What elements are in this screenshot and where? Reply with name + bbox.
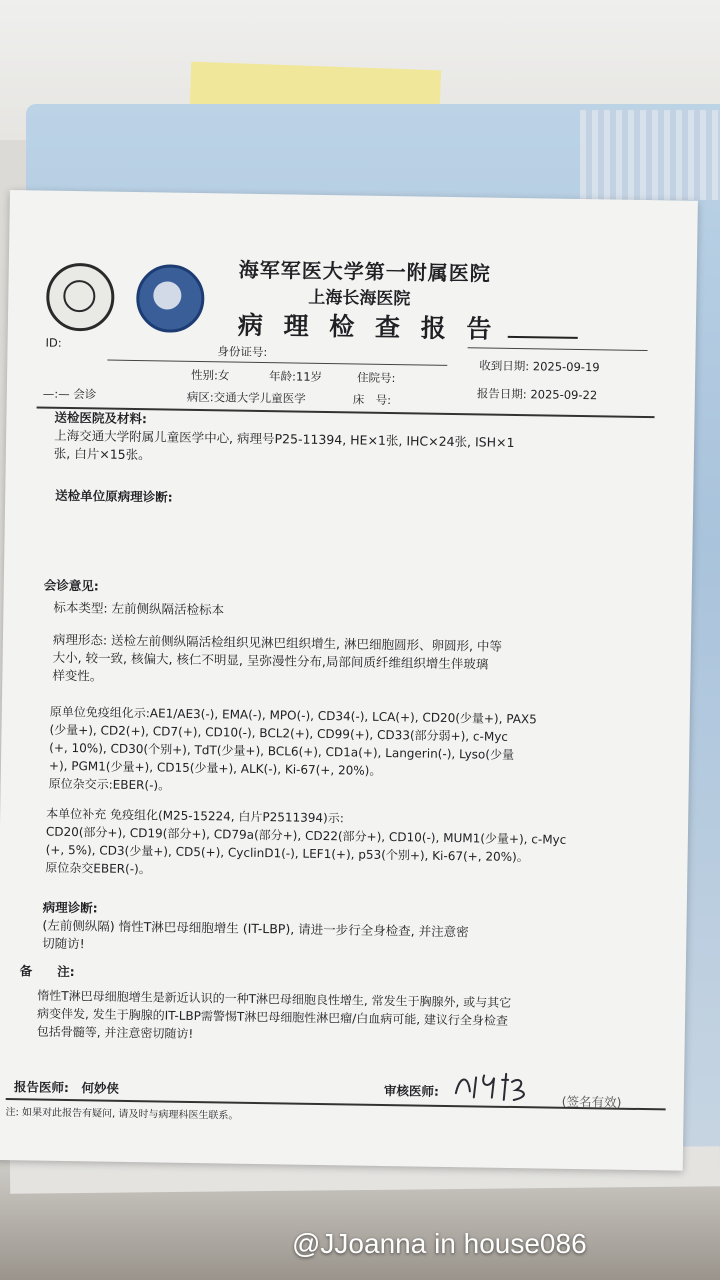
footer-note: 注: 如果对此报告有疑问, 请及时与病理科医生联系。 <box>5 1107 239 1122</box>
ihc-orig-line: (+, 10%), CD30(个别+), TdT(少量+), BCL6(+), CD1a(+), Langerin(-), Lyso(少量 <box>49 740 515 762</box>
gender-field: 性别:女 <box>191 367 230 383</box>
remark-line: 包括骨髓等, 并注意密切随访! <box>36 1024 194 1041</box>
orig-diag-label: 送检单位原病理诊断: <box>55 487 173 505</box>
watermark: @JJoanna in house086 <box>292 1228 587 1259</box>
remark-line: 病变伴发, 发生于胸腺的IT-LBP需警惕T淋巴母细胞性淋巴瘤/白血病可能, 建议行全身检查 <box>36 1006 509 1028</box>
reviewer-signature <box>450 1067 551 1105</box>
remark-line: 惰性T淋巴母细胞增生是新近认识的一种T淋巴母细胞良性增生, 常发生于胸腺外, 或与其它 <box>37 988 512 1010</box>
received-date: 收到日期: 2025-09-19 <box>479 358 600 375</box>
morph-line: 样变性。 <box>52 667 103 684</box>
hospital-seal-icon <box>136 264 205 333</box>
university-seal-icon <box>46 263 115 332</box>
submit-line: 张, 白片×15张。 <box>53 445 151 463</box>
reviewer-label: 审核医师: <box>383 1082 440 1099</box>
divider <box>468 347 648 351</box>
morph-line: 大小, 较一致, 核偏大, 核仁不明显, 呈弥漫性分布,局部间质纤维组织增生伴玻璃 <box>52 649 489 672</box>
ihc-orig-line: (少量+), CD2(+), CD7(+), CD10(-), BCL2(+), CD99(+), CD33(部分弱+), c-Myc <box>49 722 509 744</box>
hospital-name: 海军军医大学第一附属医院 <box>238 257 491 286</box>
report-doctor: 报告医师: 何妙侠 <box>13 1079 120 1096</box>
inpatient-no-label: 住院号: <box>356 370 396 386</box>
folder-pattern <box>580 110 720 200</box>
specimen-type: 标本类型: 左前侧纵隔活检标本 <box>53 599 225 618</box>
ihc-orig-line: 原位杂交示:EBER(-)。 <box>48 776 171 793</box>
dept-fragment: —:— 会诊 <box>42 386 97 402</box>
id-card-label: 身份证号: <box>217 344 268 360</box>
pathology-report-paper <box>0 190 698 1171</box>
remark-label: 备 注: <box>19 963 75 980</box>
bed-label: 床 号: <box>352 392 392 408</box>
id-label: ID: <box>45 335 62 350</box>
divider <box>107 360 447 366</box>
ward-field: 病区:交通大学儿童医学 <box>186 389 306 406</box>
hospital-alt-name: 上海长海医院 <box>308 287 411 310</box>
diagnosis-line: 切随访! <box>42 935 85 952</box>
diagnosis-label: 病理诊断: <box>42 899 98 916</box>
submit-line: 上海交通大学附属儿童医学中心, 病理号P25-11394, HE×1张, IHC×24张, ISH×1 <box>54 427 515 450</box>
submit-label: 送检医院及材料: <box>54 409 148 427</box>
ihc-add-line: CD20(部分+), CD19(部分+), CD79a(部分+), CD22(部分+), CD10(-), MUM1(少量+), c-Myc <box>45 824 567 847</box>
ihc-add-line: 原位杂交EBER(-)。 <box>45 860 151 877</box>
ihc-add-line: (+, 5%), CD3(少量+), CD5(+), CyclinD1(-), LEF1(+), p53(个别+), Ki-67(+, 20%)。 <box>45 842 529 865</box>
report-date: 报告日期: 2025-09-22 <box>476 386 598 403</box>
diagnosis-line: (左前侧纵隔) 惰性T淋巴母细胞增生 (IT-LBP), 请进一步行全身检查, 并注意密 <box>42 917 469 940</box>
age-field: 年龄:11岁 <box>268 369 323 384</box>
morph-line: 病理形态: 送检左前侧纵隔活检组织见淋巴组织增生, 淋巴细胞圆形、卵圆形, 中等 <box>52 631 503 654</box>
ihc-orig-line: 原单位免疫组化示:AE1/AE3(-), EMA(-), MPO(-), CD34(-), LCA(+), CD20(少量+), PAX5 <box>49 704 537 727</box>
report-title: 病 理 检 查 报 告 <box>237 310 498 344</box>
redacted-mark <box>508 336 578 339</box>
signature-valid-note: (签名有效) <box>561 1093 622 1110</box>
consult-label: 会诊意见: <box>43 577 99 594</box>
ihc-add-line: 本单位补充 免疫组化(M25-15224, 白片P2511394)示: <box>46 806 344 826</box>
ihc-orig-line: +), PGM1(少量+), CD15(少量+), ALK(-), Ki-67(+, 20%)。 <box>48 758 382 778</box>
